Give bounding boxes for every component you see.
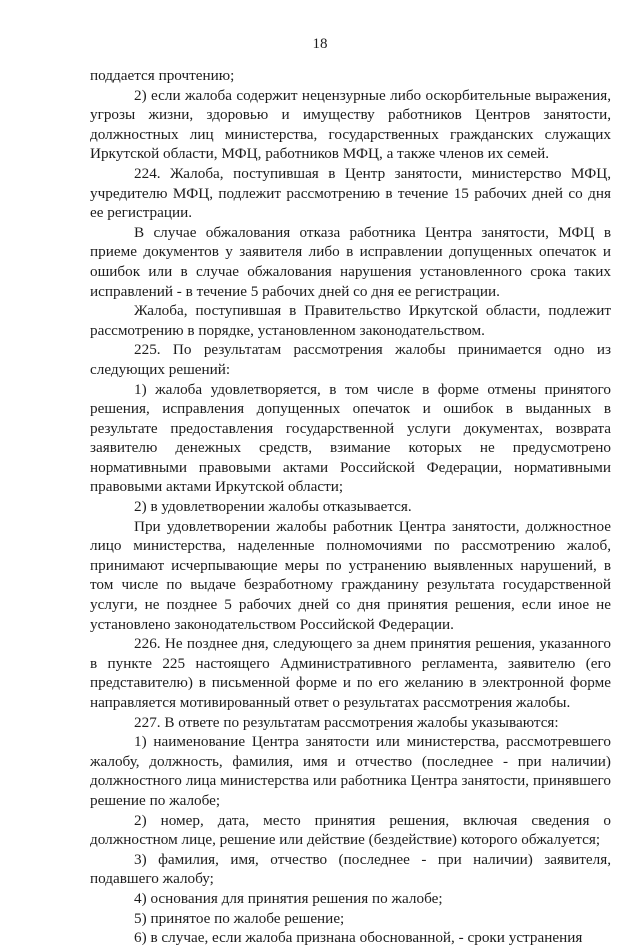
paragraph-227-item-3: 3) фамилия, имя, отчество (последнее - при наличии) заявителя, подавшего жалобу; — [90, 850, 611, 888]
paragraph-227-item-1: 1) наименование Центра занятости или министерства, рассмотревшего жалобу, должность, фамилия, имя и отчество (последнее - при наличии) должностного лица министерства или работника Центра занятости, принявшего решение по жалобе; — [90, 733, 611, 809]
paragraph-227-item-2: 2) номер, дата, место принятия решения, включая сведения о должностном лице, решение или действие (бездействие) которого обжалуется; — [90, 811, 611, 849]
paragraph-item-2-obscene-language: 2) если жалоба содержит нецензурные либо оскорбительные выражения, угрозы жизни, здоровью и имуществу работников Центров занятости, должностных лиц министерства, государственных гражданских служащих Иркутской области, МФЦ, работников МФЦ, а также членов их семей. — [90, 86, 611, 163]
paragraph-continuation: поддается прочтению; — [90, 67, 235, 84]
paragraph-225-item-2: 2) в удовлетворении жалобы отказывается. — [134, 498, 412, 516]
paragraph-227-item-4: 4) основания для принятия решения по жалобе; — [134, 889, 443, 907]
paragraph-224: 224. Жалоба, поступившая в Центр занятости, министерство МФЦ, учредителю МФЦ, подлежит рассмотрению в течение 15 рабочих дней со дня ее регистрации. — [90, 164, 611, 222]
paragraph-225: 225. По результатам рассмотрения жалобы принимается одно из следующих решений: — [90, 341, 611, 378]
paragraph-refusal-appeal: В случае обжалования отказа работника Центра занятости, МФЦ в приеме документов у заявителя либо в исправлении допущенных опечаток и ошибок или в случае обжалования нарушения установленного срока таких исправлений - в течение 5 рабочих дней со дня ее регистрации. — [90, 223, 611, 300]
paragraph-225-item-1: 1) жалоба удовлетворяется, в том числе в форме отмены принятого решения, исправления допущенных опечаток и ошибок в выданных в результате предоставления государственной услуги документах, возврата заявителю денежных средств, взимание которых не предусмотрено нормативными правовыми актами Российской Федерации, нормативными правовыми актами Иркутской области; — [90, 380, 611, 496]
document-body — [90, 66, 611, 948]
paragraph-227-item-6: 6) в случае, если жалоба признана обоснованной, - сроки устранения — [134, 929, 583, 947]
paragraph-satisfaction-measures: При удовлетворении жалобы работник Центра занятости, должностное лицо министерства, наделенные полномочиями по рассмотрению жалоб, принимают исчерпывающие меры по устранению выявленных нарушений, в том числе по выдаче безработному гражданину результата государственной услуги, не позднее 5 рабочих дней со дня принятия решения, если иное не установлено законодательством Российской Федерации. — [90, 517, 611, 633]
page-number: 18 — [312, 36, 328, 52]
paragraph-227-item-5: 5) принятое по жалобе решение; — [134, 909, 345, 927]
paragraph-226: 226. Не позднее дня, следующего за днем принятия решения, указанного в пункте 225 настоящего Административного регламента, заявителю (его представителю) в письменной форме и по его желанию в электронной форме направляется мотивированный ответ о результатах рассмотрения жалобы. — [90, 635, 611, 711]
paragraph-227: 227. В ответе по результатам рассмотрения жалобы указываются: — [134, 713, 559, 731]
paragraph-government-complaint: Жалоба, поступившая в Правительство Иркутской области, подлежит рассмотрению в порядке, установленном законодательством. — [90, 302, 611, 339]
